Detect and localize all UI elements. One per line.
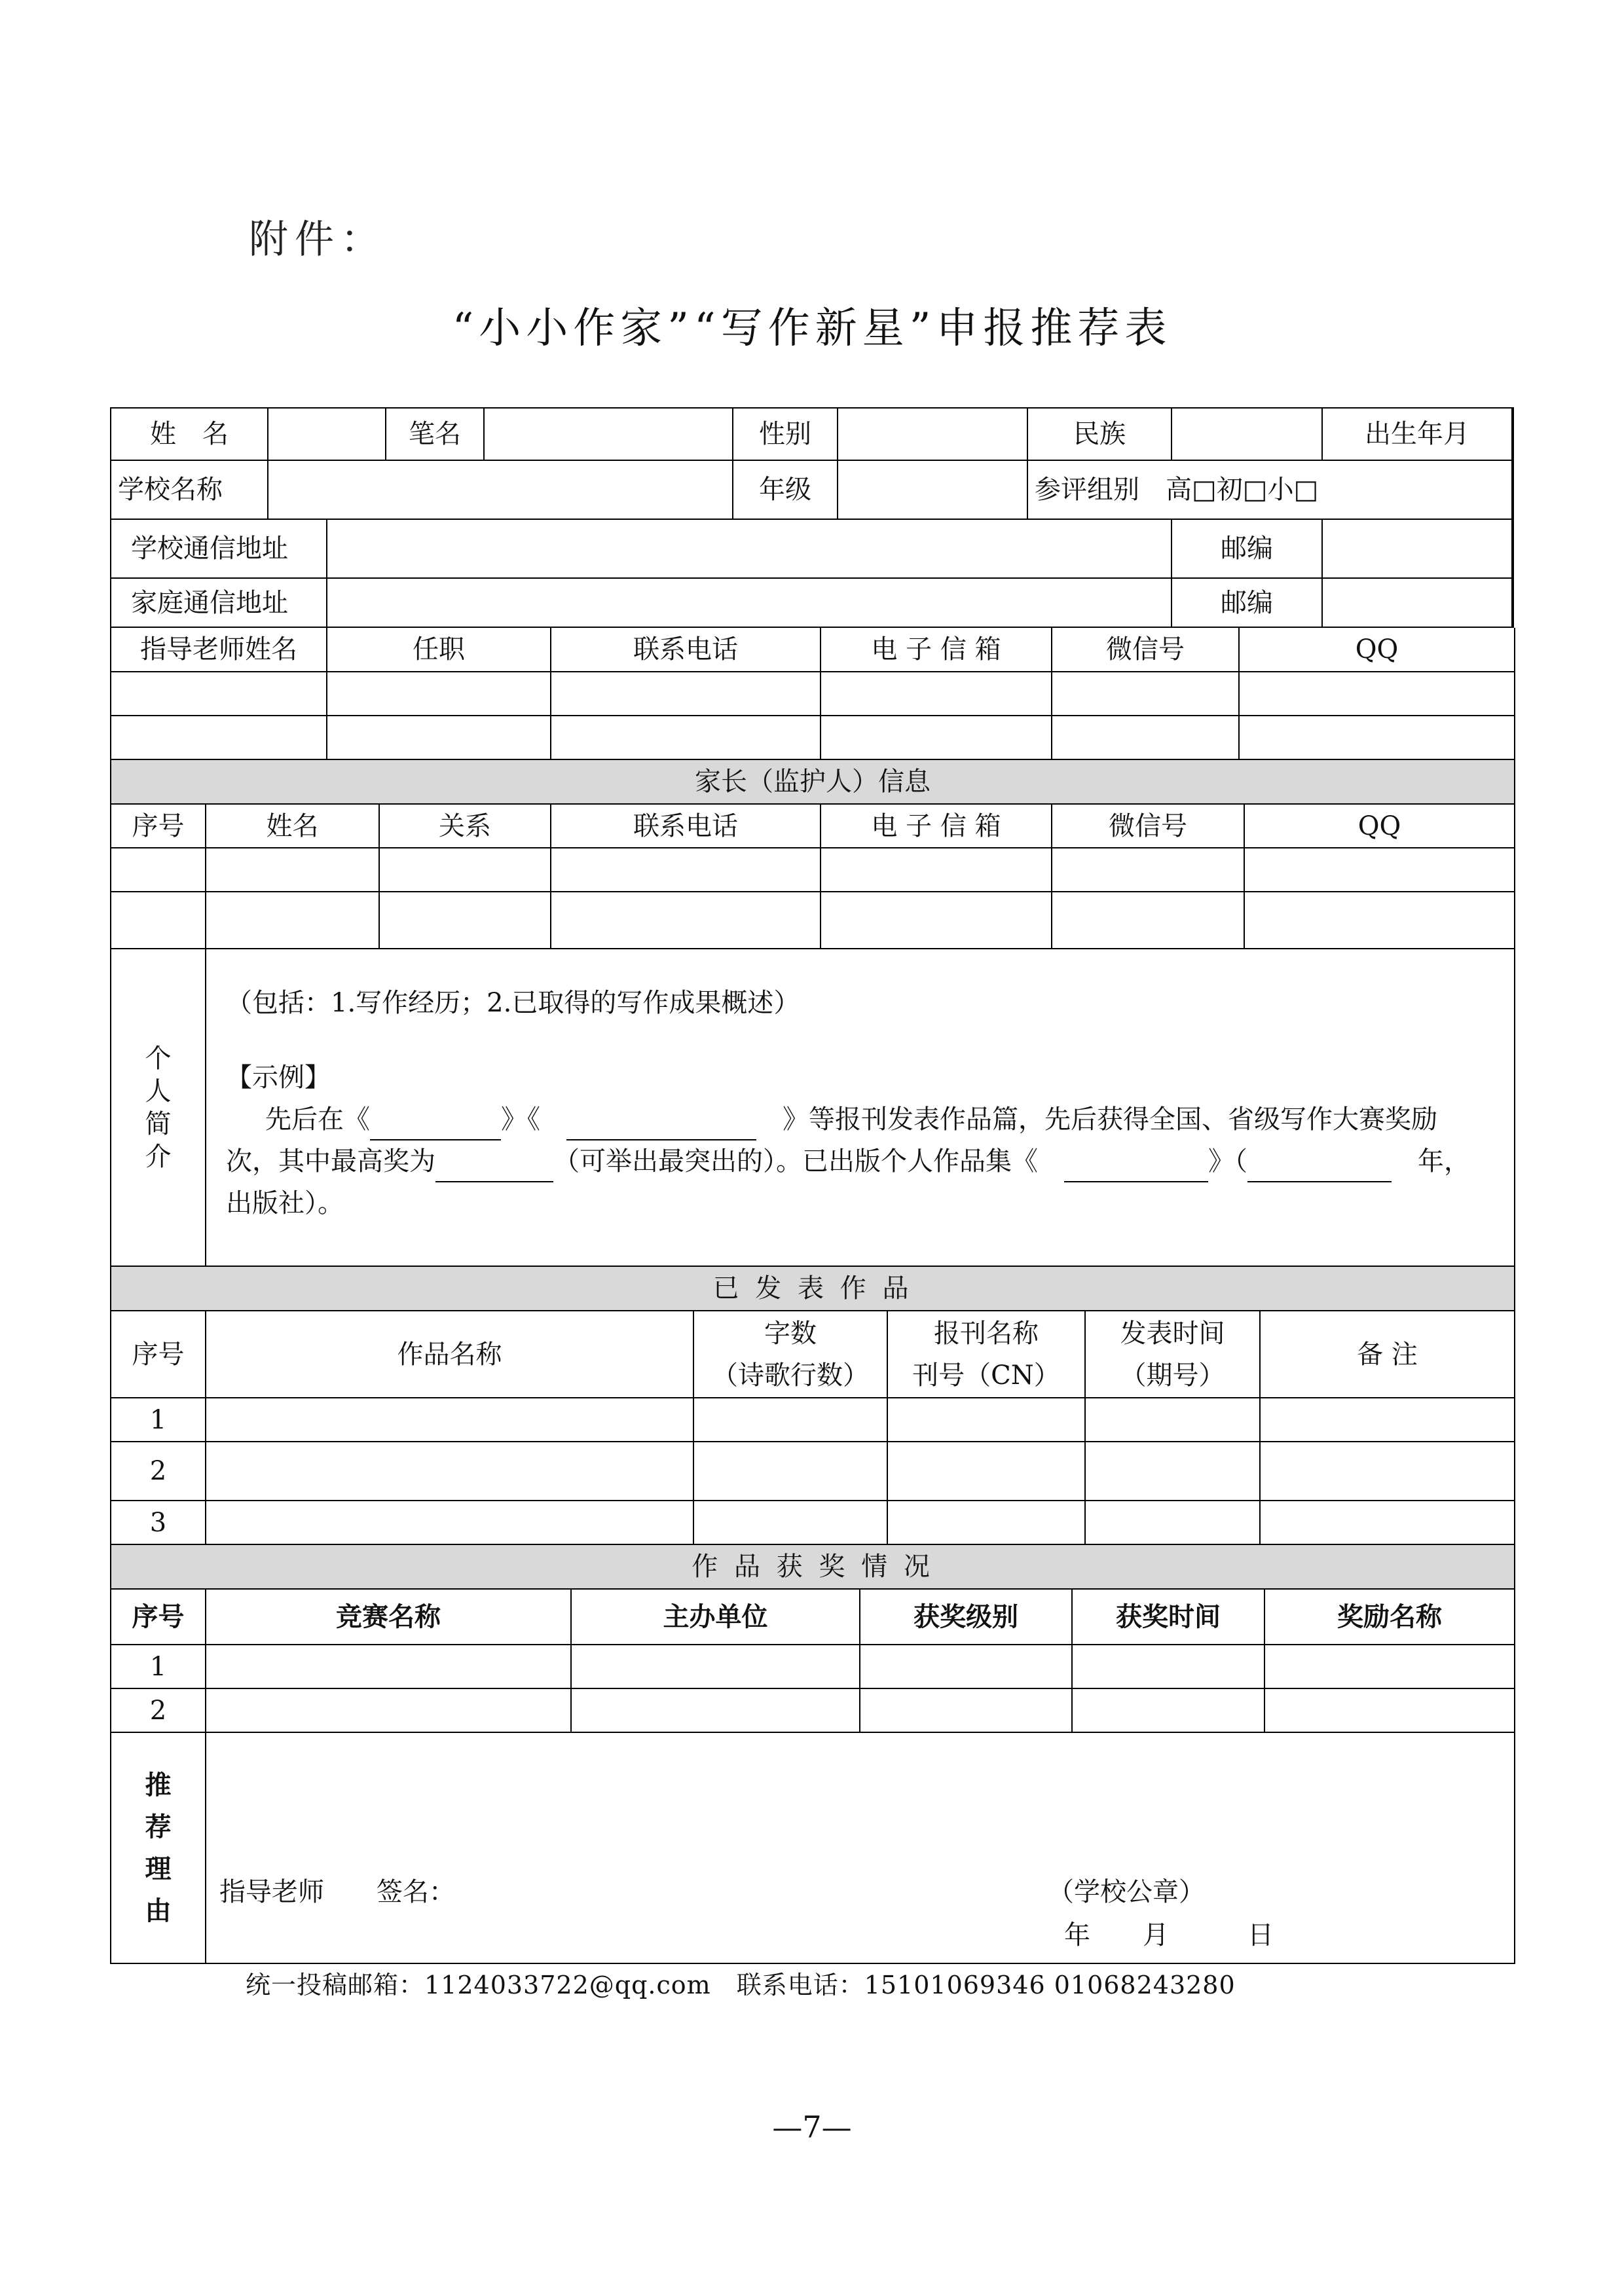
intro-text: 先后在《 [265, 1104, 370, 1135]
intro-text: （可举出最突出的）。已出版个人作品集《 [553, 1146, 1038, 1176]
table-cell[interactable] [860, 1645, 1072, 1688]
school-name-label: 学校名称 [111, 460, 268, 519]
teacher-header-position: 任职 [327, 628, 551, 672]
awards-header-row [111, 1589, 1515, 1645]
table-cell[interactable] [111, 848, 206, 892]
basic-info-table [110, 407, 1514, 628]
published-header-time-2: （期号） [1120, 1360, 1225, 1391]
pen-name-field[interactable] [484, 408, 733, 460]
photo-box[interactable] [1512, 408, 1513, 627]
intro-line-3: 出版社）。 [226, 1188, 344, 1218]
table-row [111, 672, 1515, 716]
teacher-table [110, 628, 1515, 760]
table-row [111, 1645, 1515, 1688]
awards-table [110, 1545, 1515, 1733]
table-cell[interactable] [693, 1398, 887, 1442]
home-address-field[interactable] [327, 578, 1172, 627]
name-label: 姓 名 [111, 408, 268, 460]
table-cell[interactable] [327, 672, 551, 716]
table-cell[interactable] [1239, 672, 1515, 716]
table-cell[interactable] [1072, 1688, 1264, 1732]
parent-header-name: 姓名 [206, 804, 379, 848]
table-cell[interactable] [327, 716, 551, 759]
published-header-row [111, 1311, 1515, 1398]
published-header-words [693, 1311, 887, 1398]
table-cell[interactable] [1085, 1442, 1260, 1501]
table-cell[interactable] [206, 848, 379, 892]
table-cell[interactable] [571, 1688, 860, 1732]
pen-name-label: 笔名 [386, 408, 484, 460]
table-cell[interactable] [1239, 716, 1515, 759]
table-cell[interactable] [111, 892, 206, 949]
parent-header-phone: 联系电话 [551, 804, 821, 848]
table-cell[interactable] [111, 672, 327, 716]
home-postcode-field[interactable] [1322, 578, 1512, 627]
row-number: 1 [111, 1645, 206, 1688]
recommend-table [110, 1733, 1515, 1964]
table-row [111, 716, 1515, 759]
intro-side-char: 简 [145, 1108, 172, 1139]
published-header-time [1085, 1311, 1260, 1398]
table-cell[interactable] [206, 1645, 571, 1688]
parent-table [110, 760, 1515, 949]
table-cell[interactable] [1244, 848, 1515, 892]
group-cell[interactable] [1027, 460, 1512, 519]
publish-year-blank[interactable] [1247, 1157, 1392, 1182]
gender-label: 性别 [733, 408, 838, 460]
parent-header-no: 序号 [111, 804, 206, 848]
collection-title-blank[interactable] [1064, 1157, 1208, 1182]
table-cell[interactable] [206, 1442, 693, 1501]
table-row [111, 1688, 1515, 1732]
table-cell[interactable] [1052, 892, 1244, 949]
parent-header-row [111, 804, 1515, 848]
awards-header-organizer: 主办单位 [571, 1589, 860, 1645]
name-field[interactable] [268, 408, 386, 460]
table-row [111, 892, 1515, 949]
school-address-field[interactable] [327, 519, 1172, 578]
intro-includes: （包括：1.写作经历；2.已取得的写作成果概述） [226, 988, 800, 1018]
group-label: 参评组别 [1035, 475, 1139, 505]
table-cell[interactable] [1085, 1501, 1260, 1544]
recommend-side-char: 推 [145, 1769, 172, 1800]
table-row [111, 1501, 1515, 1544]
ethnicity-field[interactable] [1172, 408, 1322, 460]
intro-text: 》《 [501, 1104, 540, 1135]
grade-field[interactable] [838, 460, 1027, 519]
gender-field[interactable] [838, 408, 1027, 460]
table-cell[interactable] [821, 672, 1052, 716]
teacher-header-email: 电 子 信 箱 [821, 628, 1052, 672]
table-cell[interactable] [1264, 1688, 1515, 1732]
intro-text: 》（ [1208, 1146, 1247, 1176]
table-cell[interactable] [1052, 716, 1239, 759]
published-header-remark: 备 注 [1260, 1311, 1515, 1398]
parent-header-wechat: 微信号 [1052, 804, 1244, 848]
teacher-signature: 指导老师 签名： [219, 1877, 455, 1907]
ethnicity-label: 民族 [1027, 408, 1172, 460]
published-header-name: 作品名称 [206, 1311, 693, 1398]
intro-side-char: 介 [145, 1141, 172, 1172]
table-cell[interactable] [1085, 1398, 1260, 1442]
school-postcode-label: 邮编 [1172, 519, 1322, 578]
row-number: 2 [111, 1442, 206, 1501]
awards-header-level: 获奖级别 [860, 1589, 1072, 1645]
table-cell[interactable] [887, 1501, 1085, 1544]
table-cell[interactable] [887, 1442, 1085, 1501]
awards-header-contest: 竞赛名称 [206, 1589, 571, 1645]
table-row [111, 1442, 1515, 1501]
intro-text: 年， [1418, 1146, 1470, 1176]
published-header-words-2: （诗歌行数） [712, 1360, 869, 1391]
birth-label: 出生年月 [1322, 408, 1512, 460]
teacher-header-phone: 联系电话 [551, 628, 821, 672]
teacher-header-row [111, 628, 1515, 672]
home-address-label: 家庭通信地址 [111, 578, 327, 627]
table-cell[interactable] [206, 1398, 693, 1442]
published-header-words-1: 字数 [764, 1318, 817, 1349]
grade-label: 年级 [733, 460, 838, 519]
school-postcode-field[interactable] [1322, 519, 1512, 578]
table-cell[interactable] [206, 1501, 693, 1544]
table-cell[interactable] [821, 892, 1052, 949]
parent-header-relation: 关系 [379, 804, 551, 848]
published-header-journal-1: 报刊名称 [934, 1318, 1039, 1349]
table-cell[interactable] [693, 1442, 887, 1501]
intro-table [110, 949, 1515, 1267]
table-cell[interactable] [1260, 1442, 1515, 1501]
table-cell[interactable] [379, 892, 551, 949]
attachment-label: 附件： [249, 217, 386, 263]
parent-header-qq: QQ [1244, 804, 1515, 848]
published-header-no: 序号 [111, 1311, 206, 1398]
published-header-journal [887, 1311, 1085, 1398]
table-cell[interactable] [887, 1398, 1085, 1442]
table-cell[interactable] [693, 1501, 887, 1544]
top-award-blank[interactable] [435, 1157, 553, 1182]
page-number: —7— [772, 2109, 852, 2145]
teacher-header-wechat: 微信号 [1052, 628, 1239, 672]
school-address-label: 学校通信地址 [111, 519, 327, 578]
row-number: 1 [111, 1398, 206, 1442]
row-number: 2 [111, 1688, 206, 1732]
form-title: “小小作家”“写作新星”申报推荐表 [452, 304, 1172, 353]
intro-example-label: 【示例】 [226, 1063, 331, 1093]
published-header-journal-2: 刊号（CN） [912, 1360, 1060, 1391]
row-number: 3 [111, 1501, 206, 1544]
table-cell[interactable] [860, 1688, 1072, 1732]
group-options[interactable]: 高□初□小□ [1166, 475, 1319, 505]
table-cell[interactable] [1260, 1398, 1515, 1442]
parent-header-email: 电 子 信 箱 [821, 804, 1052, 848]
table-cell[interactable] [1052, 848, 1244, 892]
teacher-header-qq: QQ [1239, 628, 1515, 672]
footer-contact: 统一投稿邮箱：1124033722@qq.com 联系电话：15101069346 01068243280 [246, 1971, 1236, 1999]
intro-text: 》等报刊发表作品篇，先后获得全国、省级写作大赛奖励 [783, 1104, 1437, 1135]
awards-header-no: 序号 [111, 1589, 206, 1645]
awards-band-title: 作 品 获 奖 情 况 [111, 1545, 1515, 1589]
intro-side-char: 人 [145, 1076, 172, 1106]
published-header-time-1: 发表时间 [1120, 1318, 1225, 1349]
table-cell[interactable] [206, 1688, 571, 1732]
recommend-side-char: 荐 [145, 1811, 172, 1842]
journal-blank-1[interactable] [370, 1116, 501, 1140]
table-cell[interactable] [206, 892, 379, 949]
intro-side-char: 个 [145, 1043, 172, 1074]
recommend-content[interactable] [206, 1733, 1515, 1963]
journal-blank-2[interactable] [566, 1116, 756, 1140]
intro-line-1 [226, 1099, 1507, 1140]
teacher-header-name: 指导老师姓名 [111, 628, 327, 672]
recommend-side-label [111, 1733, 206, 1963]
published-band-title: 已 发 表 作 品 [111, 1267, 1515, 1311]
intro-line-2 [226, 1140, 1507, 1182]
awards-header-time: 获奖时间 [1072, 1589, 1264, 1645]
sign-date: 年 月 日 [1064, 1920, 1274, 1950]
home-postcode-label: 邮编 [1172, 578, 1322, 627]
application-form [110, 407, 1514, 1964]
table-cell[interactable] [551, 716, 821, 759]
table-cell[interactable] [571, 1645, 860, 1688]
table-cell[interactable] [551, 672, 821, 716]
table-cell[interactable] [551, 848, 821, 892]
table-cell[interactable] [379, 848, 551, 892]
intro-content[interactable] [206, 949, 1515, 1266]
recommend-side-char: 理 [145, 1853, 172, 1884]
table-cell[interactable] [1264, 1645, 1515, 1688]
table-cell[interactable] [1072, 1645, 1264, 1688]
awards-header-award: 奖励名称 [1264, 1589, 1515, 1645]
table-cell[interactable] [821, 716, 1052, 759]
intro-text: 次，其中最高奖为 [226, 1146, 435, 1176]
recommend-side-char: 由 [145, 1895, 172, 1926]
table-row [111, 848, 1515, 892]
table-cell[interactable] [1052, 672, 1239, 716]
published-table [110, 1267, 1515, 1545]
table-cell[interactable] [1244, 892, 1515, 949]
table-row [111, 1398, 1515, 1442]
table-cell[interactable] [111, 716, 327, 759]
school-seal: （学校公章） [1048, 1877, 1205, 1907]
school-name-field[interactable] [268, 460, 733, 519]
intro-side-label [111, 949, 206, 1266]
table-cell[interactable] [1260, 1501, 1515, 1544]
parent-band-title: 家长（监护人）信息 [111, 760, 1515, 804]
table-cell[interactable] [551, 892, 821, 949]
table-cell[interactable] [821, 848, 1052, 892]
